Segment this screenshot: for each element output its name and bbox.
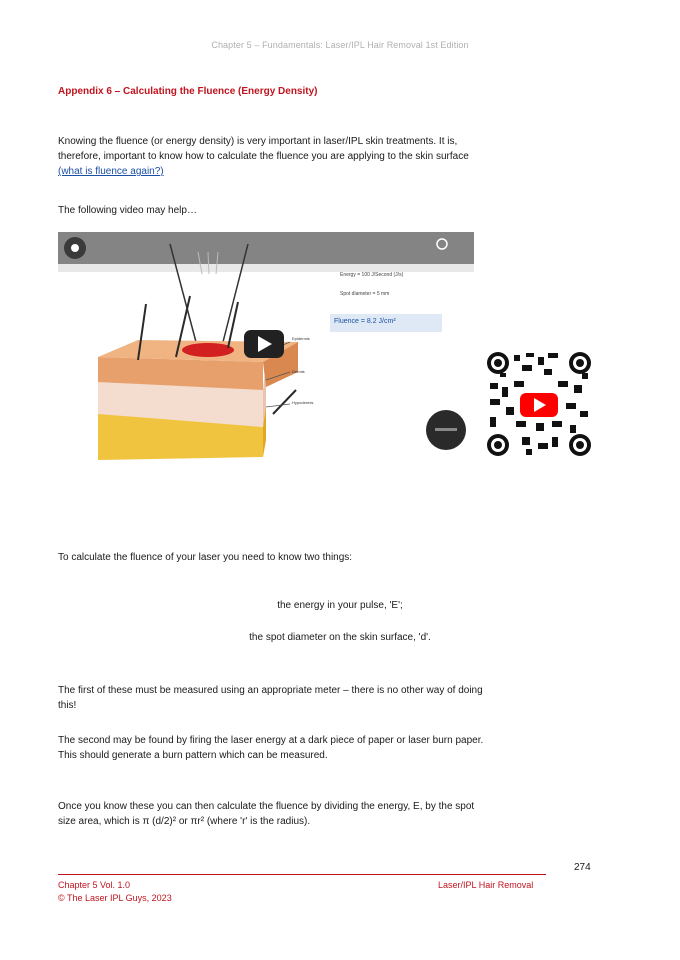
- intro-line-2: therefore, important to know how to calculate the fluence you are applying to the skin surface: [58, 151, 469, 162]
- calc-paragraph: [58, 799, 606, 829]
- label-epidermis: Epidermis: [292, 336, 310, 341]
- youtube-icon: [520, 393, 558, 417]
- footer-divider: [58, 874, 546, 875]
- meter-line-1: The first of these must be measured using an appropriate meter – there is no other way of doing: [58, 685, 483, 696]
- formula-energy: Energy = 100 J/Second (J/s): [340, 272, 404, 278]
- video-prompt: The following video may help…: [58, 205, 197, 216]
- label-dermis: Dermis: [292, 369, 305, 374]
- meter-paragraph: [58, 683, 606, 713]
- burn-line-1: The second may be found by firing the laser energy at a dark piece of paper or laser burn paper.: [58, 735, 484, 746]
- label-hypodermis: Hypodermis: [292, 400, 314, 405]
- formula-fluence: Fluence = 8.2 J/cm²: [334, 318, 396, 325]
- footer-copyright: © The Laser IPL Guys, 2023: [58, 893, 172, 903]
- need-two-things: To calculate the fluence of your laser you need to know two things:: [58, 552, 353, 563]
- calc-line-2: size area, which is π (d/2)² or πr² (where 'r' is the radius).: [58, 816, 311, 827]
- item-spot: the spot diameter on the skin surface, 'd'.: [249, 632, 431, 643]
- appendix-title: Appendix 6 – Calculating the Fluence (Energy Density): [58, 86, 318, 97]
- intro-line-1: Knowing the fluence (or energy density) is very important in laser/IPL skin treatments. It is,: [58, 136, 458, 147]
- meter-line-2: this!: [58, 700, 77, 711]
- qr-code[interactable]: [486, 351, 592, 457]
- play-icon: [244, 330, 284, 358]
- footer-chapter: Chapter 5 Vol. 1.0: [58, 880, 131, 890]
- intro-paragraph: [58, 134, 606, 179]
- burn-line-2: This should generate a burn pattern which can be measured.: [58, 750, 328, 761]
- fluence-link[interactable]: (what is fluence again?): [58, 166, 164, 177]
- burn-paragraph: [58, 733, 606, 763]
- footer-book-title: Laser/IPL Hair Removal: [438, 880, 534, 890]
- video-thumbnail[interactable]: [58, 232, 474, 462]
- qr-code-icon: [486, 351, 592, 457]
- running-header: Chapter 5 – Fundamentals: Laser/IPL Hair Removal 1st Edition: [211, 40, 469, 50]
- item-energy: the energy in your pulse, 'E';: [277, 600, 403, 611]
- skin-illustration: [58, 232, 474, 462]
- formula-spot: Spot diameter = 5 mm: [340, 291, 390, 297]
- calc-line-1: Once you know these you can then calculate the fluence by dividing the energy, E, by the spot: [58, 801, 475, 812]
- page-number: 274: [574, 862, 591, 873]
